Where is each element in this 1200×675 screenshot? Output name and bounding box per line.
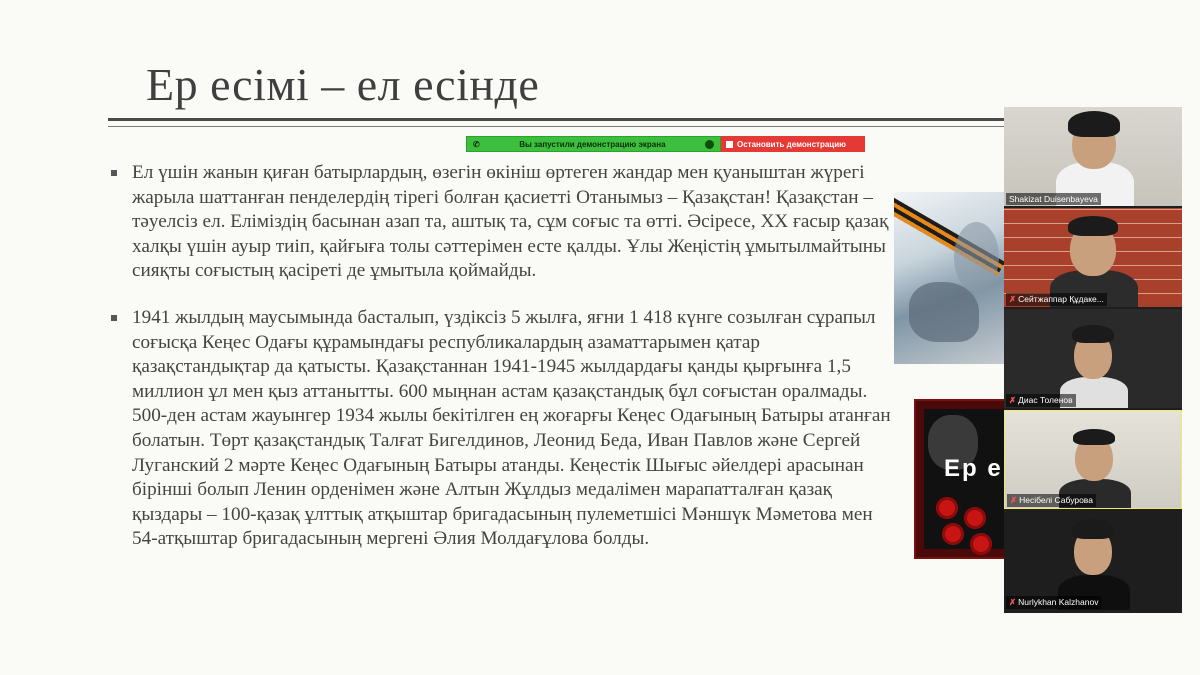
photo-figure	[954, 222, 999, 292]
share-status-text: Вы запустили демонстрацию экрана	[519, 139, 666, 149]
phone-icon: ✆	[473, 139, 480, 149]
stop-share-label: Остановить демонстрацию	[737, 139, 846, 149]
participant-name-label	[1006, 394, 1076, 407]
carnation-icon	[942, 523, 964, 545]
participant-name-label	[1006, 293, 1107, 306]
participant-tile[interactable]	[1004, 208, 1182, 307]
mic-off-icon: ✗	[1009, 395, 1017, 405]
bullet-list	[110, 161, 900, 552]
bullet-paragraph: Ел үшін жанын қиған батырлардың, өзегін өкініш өртеген жандар мен қуаныштан жүрегі жарыла шаттанған пенделердің тірегі болған қасиетті Отанымыз – Қазақстан! Қазақстан – тәуелсіз ел. Еліміздің басынан азап та, аштық та, сұм соғыс та өтті. Әсіресе, ХХ ғасыр қазақ халқы үшін ауыр тиіп, қайғыға толы сәттерімен есте қалды. Ұлы Жеңістің ұмытылмайтыны сияқты соғыстың қасіреті де ұмытыла қоймайды.	[110, 161, 900, 284]
carnation-icon	[970, 533, 992, 555]
participant-name-label	[1007, 494, 1096, 507]
mic-off-icon: ✗	[1010, 495, 1018, 505]
participant-tile[interactable]	[1004, 511, 1182, 610]
title-divider-thick	[108, 118, 1006, 121]
screen-share-bar	[466, 136, 865, 152]
participant-tile[interactable]	[1004, 410, 1182, 509]
participant-name: Сейтжаппар Құдаке...	[1018, 294, 1104, 304]
photo-figure	[909, 282, 979, 342]
participant-hair	[1068, 216, 1118, 236]
bullet-paragraph: 1941 жылдың маусымында басталып, үздіксіз 5 жылға, яғни 1 418 күнге созылған сұрапыл соғысқа Кеңес Одағы құрамындағы республикалардың азаматтарымен қатар қазақстандықтар да қатысты. Қазақстаннан 1941-1945 жылдардағы қанды қырғынға 1,5 миллион ұл мен қыз аттанытты. 600 мыңнан астам қазақстандық бұл соғыстан оралмады. 500-ден астам жауынгер 1934 жылы бекітілген ең жоғарғы Кеңес Одағының Батыры атанған болатын. Төрт қазақстандық Талғат Бигелдинов, Леонид Беда, Иван Павлов және Сергей Луганский 2 мәрте Кеңес Одағының Батыры атанды. Кеңестік Шығыс әйелдері арасынан бірінші болып Ленин орденімен және Алтын Жұлдыз медалімен марапатталған қазақ қыздары – 100-қазақ ұлттық атқыштар бригадасының пулеметшісі Мәншүк Мәметова мен 54-атқыштар бригадасының мергені Әлия Молдағұлова болды.	[110, 306, 900, 552]
slide-title: Ер есімі – ел есінде	[146, 59, 540, 110]
war-photo-image	[894, 192, 1008, 364]
carnation-icon	[936, 497, 958, 519]
participant-hair	[1068, 111, 1120, 137]
participant-hair	[1072, 325, 1114, 343]
mic-off-icon: ✗	[1009, 597, 1017, 607]
participant-name: Диас Толенов	[1018, 395, 1073, 405]
participant-hair	[1072, 519, 1114, 539]
poster-text: Ер е	[944, 455, 1003, 482]
video-participants-panel	[1004, 107, 1182, 613]
participant-name: Несібелі Сабурова	[1019, 495, 1093, 505]
participant-hair	[1073, 429, 1115, 445]
share-status[interactable]	[466, 136, 721, 152]
victory-poster-image	[914, 399, 1006, 559]
participant-name-label	[1006, 193, 1101, 205]
participant-name-label	[1006, 596, 1101, 609]
carnation-icon	[964, 507, 986, 529]
title-divider-thin	[108, 126, 1006, 127]
poster-background	[924, 409, 1004, 549]
mic-off-icon: ✗	[1009, 294, 1017, 304]
participant-name: Nurlykhan Kalzhanov	[1018, 597, 1099, 607]
shield-icon	[705, 140, 714, 149]
stop-share-button[interactable]	[721, 136, 865, 152]
participant-tile[interactable]	[1004, 107, 1182, 206]
participant-name: Shakizat Duisenbayeva	[1009, 194, 1098, 204]
stop-icon	[726, 141, 733, 148]
participant-tile[interactable]	[1004, 309, 1182, 408]
